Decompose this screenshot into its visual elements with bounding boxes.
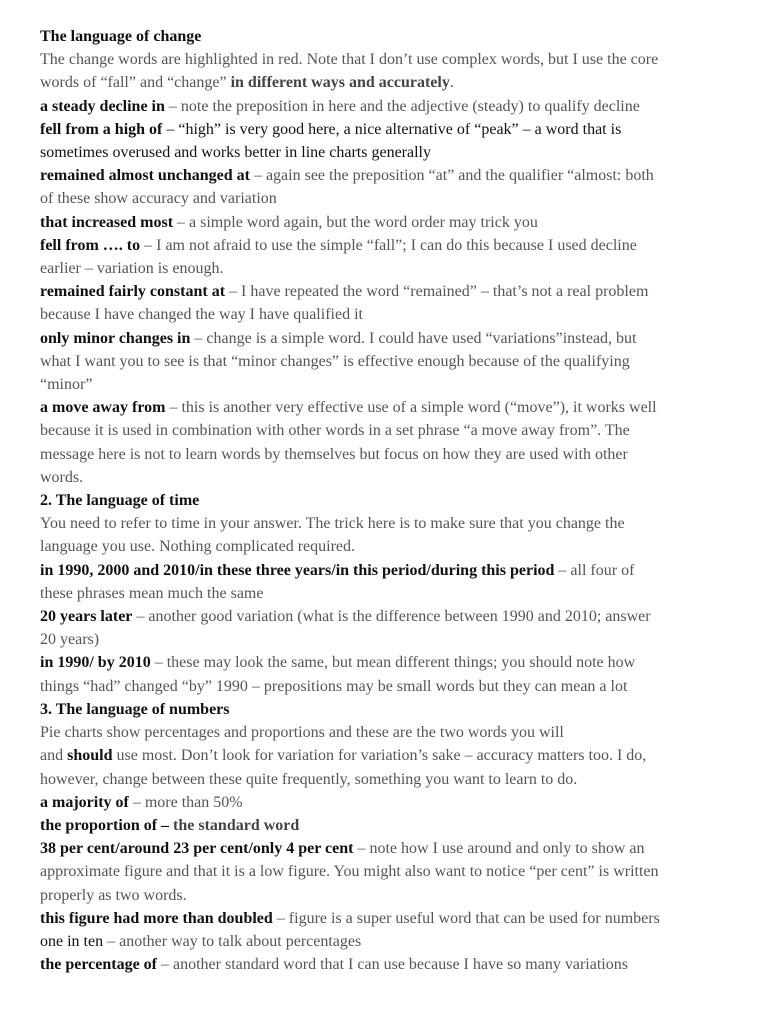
text-line — [40, 559, 728, 582]
text-segment: – again see the preposition “at” and the qualifier “almost: both — [249, 167, 654, 185]
bold-phrase: should — [67, 747, 113, 765]
text-line — [40, 791, 728, 814]
text-line — [40, 443, 728, 466]
text-segment: Pie charts show percentages and proportions and these are the two words you will — [40, 724, 564, 742]
text-line — [40, 327, 728, 350]
text-segment: and — [40, 747, 68, 765]
text-segment: – a simple word again, but the word order may trick you — [173, 213, 538, 231]
bold-phrase: The language of change — [40, 28, 202, 45]
text-line — [40, 535, 728, 558]
text-segment: – note the preposition in here and the adjective (steady) to qualify decline — [164, 97, 640, 115]
text-segment: “minor” — [40, 376, 93, 394]
bold-phrase: the proportion of – — [40, 816, 174, 834]
text-line — [40, 698, 728, 721]
text-line — [40, 489, 728, 512]
bold-phrase: 2. The language of time — [40, 492, 200, 510]
text-segment: properly as two words. — [40, 886, 187, 904]
text-line — [40, 396, 728, 419]
text-line — [40, 466, 728, 489]
bold-phrase: in 1990, 2000 and 2010/in these three years/in this period/during this period — [40, 561, 555, 579]
text-segment: language you use. Nothing complicated required. — [40, 538, 356, 556]
bold-phrase: a steady decline in — [40, 97, 165, 115]
text-segment: earlier – variation is enough. — [40, 260, 224, 278]
text-line — [40, 907, 728, 930]
text-segment: – all four of — [554, 561, 635, 579]
document-body — [40, 25, 728, 976]
text-line — [40, 628, 728, 651]
text-line — [40, 48, 728, 71]
text-segment: approximate figure and that it is a low figure. You might also want to notice “per cent” is written — [40, 863, 659, 881]
text-segment: use most. Don’t look for variation for variation’s sake – accuracy matters too. I do, — [112, 747, 647, 765]
text-line — [40, 164, 728, 187]
text-line — [40, 512, 728, 535]
text-segment: however, change between these quite frequently, something you want to learn to do. — [40, 770, 578, 788]
text-segment: – another way to talk about percentages — [103, 932, 362, 950]
text-segment: – I am not afraid to use the simple “fall”; I can do this because I used decline — [140, 236, 637, 254]
text-line — [40, 257, 728, 280]
bold-phrase: 20 years later — [40, 608, 133, 626]
text-line — [40, 605, 728, 628]
text-segment: – note how I use around and only to show an — [353, 840, 645, 858]
text-line — [40, 721, 728, 744]
text-segment: 20 years) — [40, 631, 100, 649]
text-segment: – change is a simple word. I could have used “variations”instead, but — [190, 329, 637, 347]
text-line — [40, 884, 728, 907]
text-segment: these phrases mean much the same — [40, 584, 264, 602]
bold-phrase: remained fairly constant at — [40, 283, 226, 301]
text-line — [40, 953, 728, 976]
text-segment: – another standard word that I can use because I have so many variations — [157, 956, 628, 974]
text-segment: of these show accuracy and variation — [40, 190, 277, 208]
text-segment: message here is not to learn words by themselves but focus on how they are used with other — [40, 445, 628, 463]
bold-phrase: 38 per cent/around 23 per cent/only 4 per cent — [40, 840, 354, 858]
bold-phrase: that increased most — [40, 213, 174, 231]
text-segment: The change words are highlighted in red. Note that I don’t use complex words, but I use the core — [40, 51, 659, 69]
text-segment: – “high” is very good here, a nice alternative of “peak” – a word that is — [162, 120, 622, 138]
text-segment: . — [449, 74, 454, 92]
text-line — [40, 187, 728, 210]
text-line — [40, 837, 728, 860]
bold-phrase: in different ways and accurately — [230, 74, 450, 92]
text-segment: – another good variation (what is the difference between 1990 and 2010; answer — [132, 608, 651, 626]
text-line — [40, 373, 728, 396]
bold-phrase: a majority of — [40, 793, 129, 811]
bold-phrase: a move away from — [40, 399, 166, 417]
text-line — [40, 280, 728, 303]
text-line — [40, 860, 728, 883]
text-segment: – this is another very effective use of a simple word (“move”), it works well — [165, 399, 657, 417]
bold-phrase: the standard word — [173, 816, 300, 834]
text-segment: words. — [40, 468, 84, 486]
text-line — [40, 930, 728, 953]
text-line — [40, 118, 728, 141]
text-line — [40, 744, 728, 767]
text-segment: because it is used in combination with other words in a set phrase “a move away from”. The — [40, 422, 630, 440]
text-segment: things “had” changed “by” 1990 – prepositions may be small words but they can mean a lot — [40, 677, 628, 695]
text-line — [40, 141, 728, 164]
text-line — [40, 419, 728, 442]
text-segment: – more than 50% — [128, 793, 243, 811]
text-segment: – figure is a super useful word that can be used for numbers — [272, 909, 660, 927]
text-line — [40, 768, 728, 791]
bold-phrase: remained almost unchanged at — [40, 167, 250, 185]
text-segment: because I have changed the way I have qualified it — [40, 306, 363, 324]
text-line — [40, 234, 728, 257]
text-line — [40, 675, 728, 698]
text-line — [40, 582, 728, 605]
text-segment: sometimes overused and works better in line charts generally — [40, 144, 431, 162]
bold-phrase: only minor changes in — [40, 329, 191, 347]
bold-phrase: this figure had more than doubled — [40, 909, 273, 927]
text-line — [40, 211, 728, 234]
bold-phrase: in 1990/ by 2010 — [40, 654, 151, 672]
text-segment: You need to refer to time in your answer. The trick here is to make sure that you change the — [40, 515, 625, 533]
text-line — [40, 651, 728, 674]
text-segment: one in ten — [40, 932, 104, 950]
bold-phrase: fell from a high of — [40, 120, 163, 138]
text-segment: what I want you to see is that “minor changes” is effective enough because of the qualifying — [40, 352, 630, 370]
text-segment: – these may look the same, but mean different things; you should note how — [150, 654, 636, 672]
text-line — [40, 25, 728, 48]
bold-phrase: the percentage of — [40, 956, 157, 974]
text-line — [40, 95, 728, 118]
text-segment: words of “fall” and “change” — [40, 74, 231, 92]
text-line — [40, 71, 728, 94]
bold-phrase: 3. The language of numbers — [40, 700, 230, 718]
text-line — [40, 814, 728, 837]
text-line — [40, 350, 728, 373]
bold-phrase: fell from …. to — [40, 236, 141, 254]
text-segment: – I have repeated the word “remained” – that’s not a real problem — [225, 283, 649, 301]
text-line — [40, 303, 728, 326]
